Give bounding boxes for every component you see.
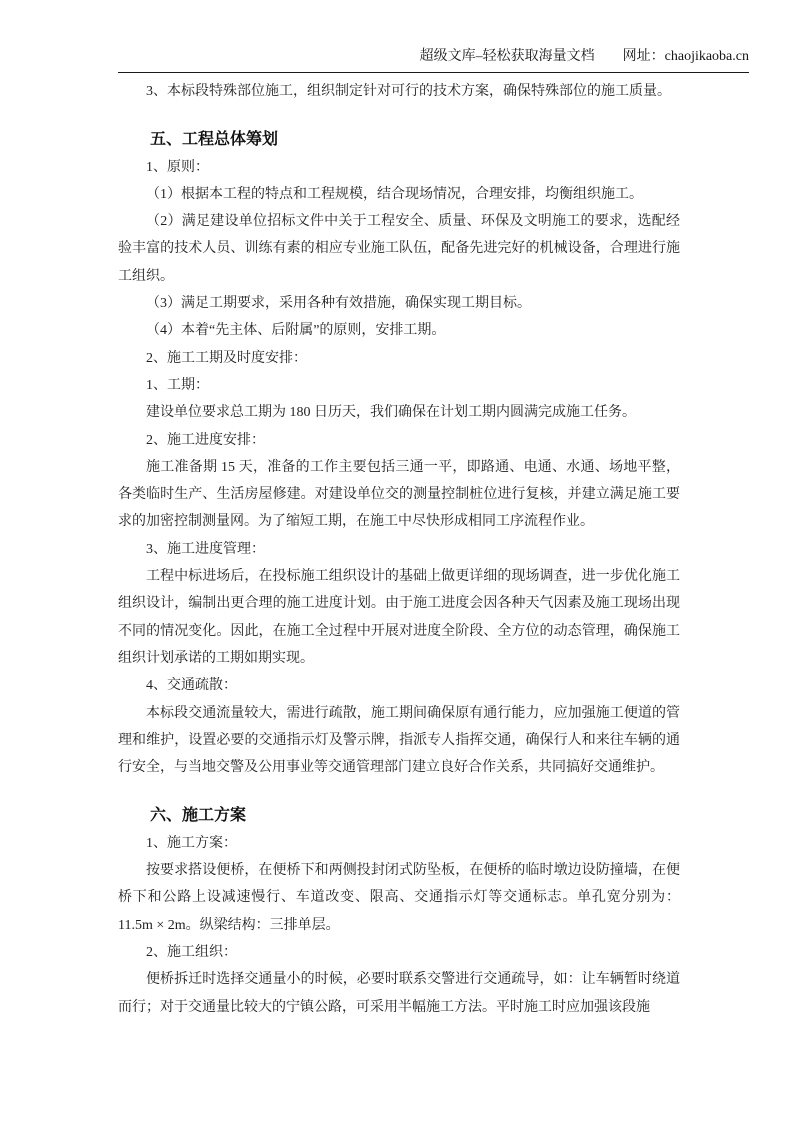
paragraph: 便桥拆迁时选择交通量小的时候，必要时联系交警进行交通疏导，如：让车辆暂时绕道而行；对于交通量比较大的宁镇公路，可采用半幅施工方法。平时施工时应加强该段施 <box>118 972 680 1015</box>
page-header <box>118 48 749 73</box>
paragraph: 建设单位要求总工期为 180 日历天，我们确保在计划工期内圆满完成施工任务。 <box>146 405 636 421</box>
paragraph: 1、施工方案： <box>146 835 237 851</box>
paragraph: 3、本标段特殊部位施工，组织制定针对可行的技术方案，确保特殊部位的施工质量。 <box>146 84 671 99</box>
paragraph: 1、工期： <box>146 377 209 393</box>
header-url: chaojikaoba.cn <box>664 49 749 64</box>
paragraph: （2）满足建设单位招标文件中关于工程安全、质量、环保及文明施工的要求，选配经验丰富的技术人员、训练有素的相应专业施工队伍，配备先进完好的机械设备，合理进行施工组织。 <box>118 214 680 284</box>
paragraph: 3、施工进度管理： <box>146 541 265 557</box>
paragraph: （4）本着“先主体、后附属”的原则，安排工期。 <box>146 323 446 339</box>
header-site-name: 超级文库–轻松获取海量文档 <box>419 49 595 64</box>
section-heading: 六、施工方案 <box>150 807 247 825</box>
paragraph: 4、交通疏散： <box>146 678 237 694</box>
paragraph: 施工准备期 15 天，准备的工作主要包括三通一平，即路通、电通、水通、场地平整，各类临时生产、生活房屋修建。对建设单位交的测量控制桩位进行复核，并建立满足施工要求的加密控制测量网。为了缩短工期，在施工中尽快形成相同工序流程作业。 <box>118 459 680 530</box>
paragraph: 工程中标进场后，在投标施工组织设计的基础上做更详细的现场调查，进一步优化施工组织设计，编制出更合理的施工进度计划。由于施工进度会因各种天气因素及施工现场出现不同的情况变化。因此，在施工全过程中开展对进度全阶段、全方位的动态管理，确保施工组织计划承诺的工期如期实现。 <box>118 569 680 666</box>
paragraph: （1）根据本工程的特点和工程规模，结合现场情况，合理安排，均衡组织施工。 <box>146 186 643 202</box>
paragraph: 2、施工组织： <box>146 944 237 960</box>
paragraph: 本标段交通流量较大，需进行疏散，施工期间确保原有通行能力，应加强施工便道的管理和维护，设置必要的交通指示灯及警示牌，指派专人指挥交通，确保行人和来往车辆的通行安全，与当地交警及公用事业等交通管理部门建立良好合作关系，共同搞好交通维护。 <box>118 705 680 776</box>
paragraph: 2、施工进度安排： <box>146 432 265 448</box>
document-content <box>118 78 680 1021</box>
paragraph: 2、施工工期及时度安排： <box>146 350 307 366</box>
paragraph: 1、原则： <box>146 159 209 175</box>
paragraph: 按要求搭设便桥，在便桥下和两侧投封闭式防坠板，在便桥的临时墩边设防撞墙，在便桥下和公路上设减速慢行、车道改变、限高、交通指示灯等交通标志。单孔宽分别为：11.5m × 2m。纵梁结构：三排单层。 <box>118 863 680 933</box>
header-url-label: 网址： <box>622 49 665 64</box>
section-heading: 五、工程总体筹划 <box>150 131 279 149</box>
paragraph: （3）满足工期要求，采用各种有效措施，确保实现工期目标。 <box>146 296 531 312</box>
